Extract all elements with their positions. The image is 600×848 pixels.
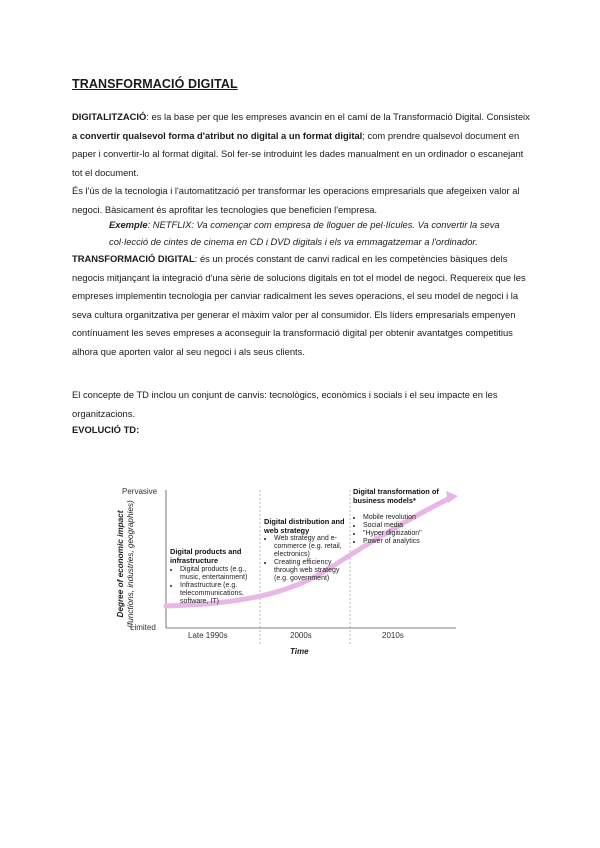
digitalitzacio-label: DIGITALITZACIÓ: [72, 111, 147, 122]
x-axis-title: Time: [290, 647, 309, 656]
list-item: • Mobile revolution: [363, 514, 433, 522]
list-item: • Social media: [363, 522, 433, 530]
x-tick-label: 2010s: [382, 631, 404, 640]
transformacio-text: : és un procés constant de canvi radical en les competències bàsiques dels negocis mitjançant la integració d'una sèrie de solucions digitals en tot el model de negoci. Requereix que les empreses implementin tecnologia per canviar radicalment les seves operacions, el seu model de negoci i la seva cultura organitzativa per generar el màxim valor per al consumidor. Els líders empresarials empenyen contínuament les seves empreses a aconseguir la transformació digital per obtenir avantatges competitius alhora que aporten valor al seu negoci i als seus clients.: [72, 253, 526, 357]
example-paragraph: [109, 216, 530, 250]
box-2-list: [265, 535, 354, 583]
box-3-title: Digital transformation of business models*: [353, 487, 439, 505]
example-text: : NETFLIX: Va començar com empresa de lloguer de pel·lícules. Va convertir la seva col·lecció de cintes de cinema en CD i DVD digitals i els va emmagatzemar a l'ordinador.: [109, 219, 500, 247]
page-title: TRANSFORMACIÓ DIGITAL: [72, 77, 238, 91]
box-3-list: [354, 514, 433, 546]
list-item: • Web strategy and e-commerce (e.g. retail, electronics): [274, 535, 354, 559]
y-bottom-label: Limited: [130, 623, 156, 632]
box-1-list: [171, 566, 264, 606]
box-1-title: Digital products and infrastructure: [170, 547, 242, 565]
td-concept-paragraph: El concepte de TD inclou un conjunt de canvis: tecnològics, econòmics i socials i el seu impacte en les organitzacions.: [72, 389, 498, 419]
y-axis-label: Degree of economic impact: [116, 510, 125, 618]
x-tick-label: Late 1990s: [188, 631, 228, 640]
list-item: • Digital products (e.g., music, entertainment): [180, 566, 264, 582]
transformacio-label: TRANSFORMACIÓ DIGITAL: [72, 253, 195, 264]
digitalitzacio-bold: a convertir qualsevol forma d'atribut no digital a un format digital: [72, 129, 363, 141]
transformacio-paragraph: [72, 250, 530, 362]
example-label: Exemple: [109, 219, 148, 230]
y-axis-title: [116, 494, 136, 634]
list-item: • Creating efficiency through web strategy (e.g. government): [274, 559, 354, 583]
evolucio-heading: EVOLUCIÓ TD:: [72, 424, 140, 435]
list-item: • "Hyper digitization": [363, 530, 433, 538]
list-item: • Power of analytics: [363, 538, 433, 546]
list-item: • Infrastructure (e.g. telecommunications, software, IT): [180, 582, 264, 606]
curve-arrowhead: [446, 491, 458, 503]
digitalitzacio-text-2: ; com prendre qualsevol document en paper i convertir-lo al format digital. Sol fer-se introduint les dades manualment en un ordinador o escanejant tot el document.: [72, 129, 524, 178]
y-top-label: Pervasive: [122, 487, 158, 496]
y-axis-sublabel: (functions, industries, geographies): [126, 500, 135, 628]
digitalitzacio-line-2: És l'ús de la tecnologia i l'automatització per transformar les operacions empresarials que afegeixen valor al negoci. Bàsicament és aprofitar les tecnologies que beneficien l'empresa.: [72, 185, 520, 215]
digitalitzacio-text-1: : es la base per que les empreses avancin en el camí de la Transformació Digital. Consisteix: [146, 111, 530, 122]
box-2-title: Digital distribution and web strategy: [264, 517, 345, 535]
x-tick-label: 2000s: [290, 631, 312, 640]
evolution-chart: [116, 484, 460, 664]
digitalitzacio-paragraph: [72, 108, 530, 220]
